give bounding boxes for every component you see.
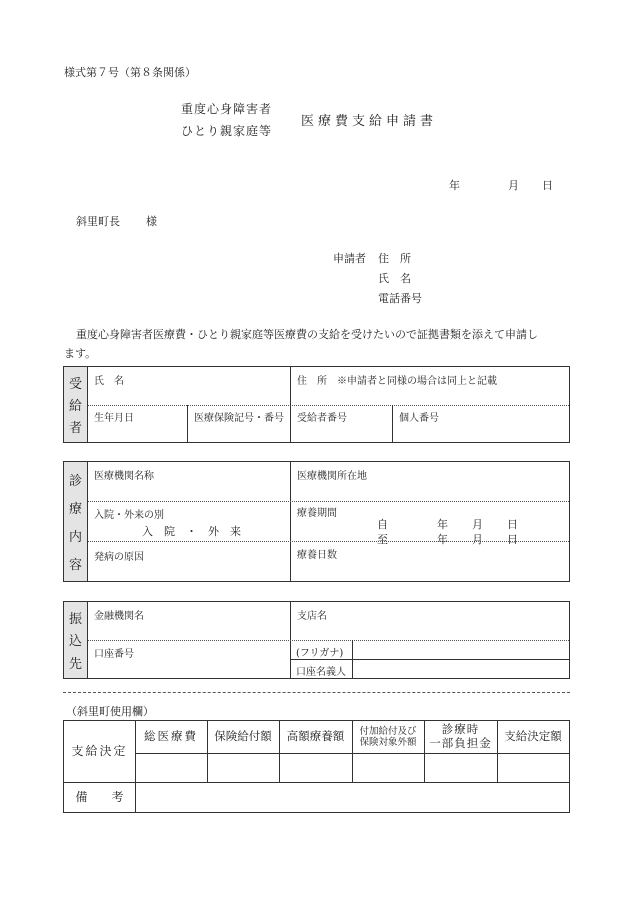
treatment-side-char: 診: [68, 474, 82, 490]
col-additional-benefit: 付加給付及び 保険対象外額: [359, 725, 417, 748]
institution-address-label: 医療機関所在地: [297, 471, 367, 482]
period-from-label: 自: [377, 518, 388, 531]
title-line2: ひとり親家庭等: [181, 124, 273, 138]
treatment-side-char: 療: [68, 502, 82, 518]
mayor-honorific: 様: [146, 215, 157, 228]
birthdate-field[interactable]: [94, 424, 182, 440]
cause-field[interactable]: [94, 562, 284, 579]
col-high-cost: 高額療養額: [286, 729, 345, 744]
recipient-side-char: 受: [68, 376, 82, 392]
period-to-month: 月: [472, 533, 483, 546]
period-to-label: 至: [377, 533, 388, 546]
decided-amount-field[interactable]: [499, 755, 567, 781]
in-out-options[interactable]: 入 院 ・ 外 来: [142, 525, 241, 538]
recipient-section: [63, 366, 570, 443]
applicant-label: 申請者: [333, 252, 366, 265]
page-title: 医療費支給申請書: [301, 114, 438, 129]
form-number: 様式第７号（第８条関係）: [64, 66, 196, 79]
branch-name-field[interactable]: [297, 622, 562, 638]
additional-benefit-field[interactable]: [354, 755, 422, 781]
account-number-field[interactable]: [94, 660, 284, 676]
treatment-side-char: 容: [68, 557, 82, 573]
date-day: 日: [542, 179, 553, 192]
recipient-side-label: [64, 367, 88, 442]
statement-line1: 重度心身障害者医療費・ひとり親家庭等医療費の支給を受けたいので証拠書類を添えて申請し: [76, 328, 538, 341]
recipient-number-field[interactable]: [297, 424, 387, 440]
treatment-side-label: [64, 462, 88, 581]
treatment-days-field[interactable]: [297, 562, 562, 579]
account-holder-field[interactable]: [358, 661, 564, 677]
period-from-year: 年: [437, 518, 448, 531]
date-year: 年: [449, 179, 460, 192]
applicant-address-label: 住 所: [378, 252, 411, 265]
recipient-name-label: 氏 名: [94, 376, 124, 387]
institution-name-label: 医療機関名称: [94, 471, 154, 482]
payment-decision-label: 支給決定: [71, 744, 128, 759]
recipient-number-label: 受給者番号: [297, 413, 347, 424]
recipient-name-field[interactable]: [94, 387, 284, 403]
remarks-field[interactable]: [139, 786, 564, 809]
transfer-side-label: [64, 602, 88, 678]
col-insurance-benefit: 保険給付額: [214, 729, 272, 744]
date-month: 月: [508, 179, 519, 192]
remarks-label: 備 考: [75, 789, 124, 804]
bank-name-field[interactable]: [94, 622, 284, 638]
title-line1: 重度心身障害者: [181, 102, 273, 116]
total-medical-field[interactable]: [137, 755, 205, 781]
treatment-days-label: 療養日数: [297, 550, 337, 561]
transfer-side-char: 振: [68, 611, 82, 627]
period-to-day: 日: [507, 533, 518, 546]
period-label: 療養期間: [297, 508, 337, 519]
insurance-benefit-field[interactable]: [209, 755, 277, 781]
account-holder-label: 口座名義人: [296, 667, 346, 678]
transfer-side-char: 先: [68, 657, 82, 673]
statement-line2: ます。: [64, 347, 97, 360]
furigana-label: (フリガナ): [296, 648, 344, 659]
treatment-side-char: 内: [68, 529, 82, 545]
institution-name-field[interactable]: [94, 482, 284, 499]
col-total-medical: 総医療費: [144, 729, 198, 744]
personal-number-field[interactable]: [399, 424, 564, 440]
transfer-section: [63, 601, 570, 679]
col-decided-amount: 支給決定額: [504, 729, 562, 744]
insurance-number-label: 医療保険記号・番号: [194, 413, 284, 424]
bank-name-label: 金融機関名: [94, 611, 144, 622]
copayment-field[interactable]: [426, 755, 495, 781]
period-to-year: 年: [437, 533, 448, 546]
recipient-address-label: 住 所 ※申請者と同様の場合は同上と記載: [297, 376, 497, 387]
branch-name-label: 支店名: [297, 611, 327, 622]
high-cost-field[interactable]: [281, 755, 350, 781]
recipient-side-char: 給: [68, 398, 82, 414]
furigana-field[interactable]: [358, 642, 564, 658]
period-from-day: 日: [507, 518, 518, 531]
cause-label: 発病の原因: [94, 552, 144, 563]
in-out-label: 入院・外来の別: [94, 510, 164, 521]
transfer-side-char: 込: [68, 634, 82, 650]
col-copayment: 診療時 一部負担金: [429, 722, 492, 750]
recipient-side-char: 者: [68, 421, 82, 437]
office-use-caption: （斜里町使用欄）: [66, 705, 154, 718]
applicant-name-label: 氏 名: [378, 272, 411, 285]
institution-address-field[interactable]: [297, 482, 562, 499]
birthdate-label: 生年月日: [94, 413, 134, 424]
period-from-month: 月: [472, 518, 483, 531]
insurance-number-field[interactable]: [194, 424, 284, 440]
treatment-section: [63, 461, 570, 582]
personal-number-label: 個人番号: [399, 413, 439, 424]
applicant-phone-label: 電話番号: [378, 292, 422, 305]
account-number-label: 口座番号: [94, 649, 134, 660]
cut-line: [63, 692, 570, 693]
mayor-label: 斜里町長: [76, 215, 120, 228]
office-use-table: [63, 720, 570, 813]
recipient-address-field[interactable]: [297, 387, 562, 403]
